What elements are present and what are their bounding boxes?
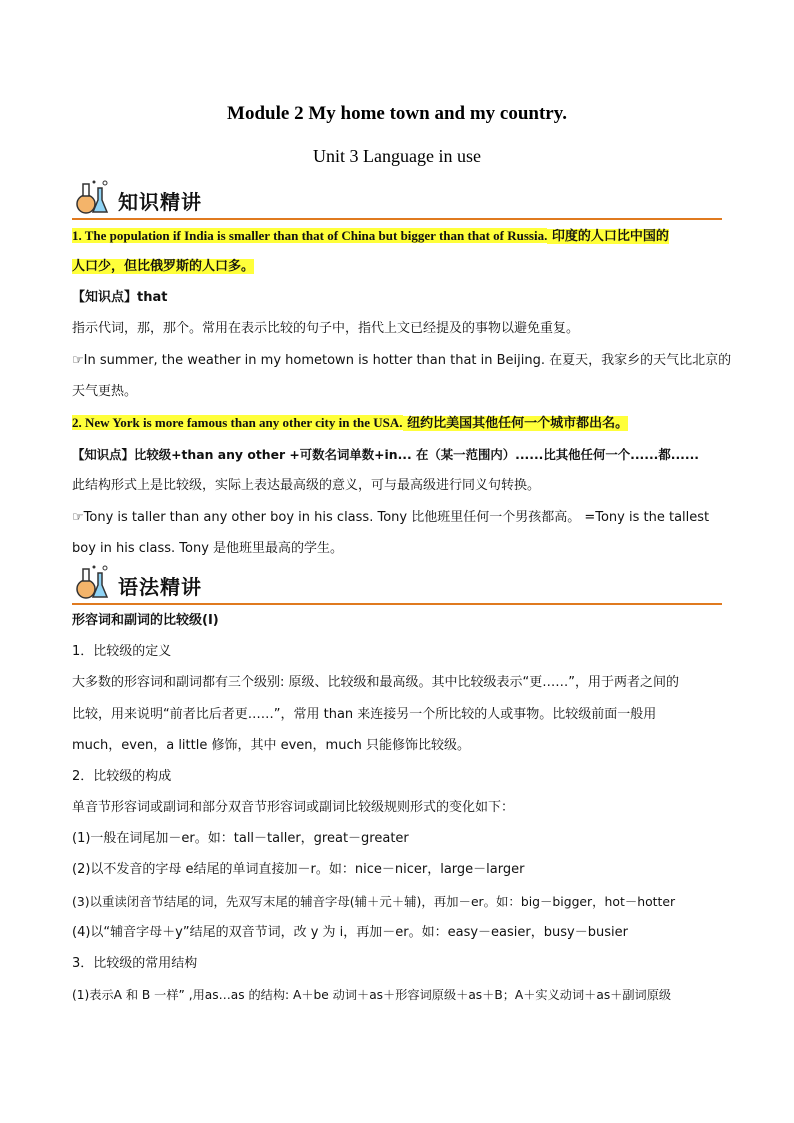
page-title: Module 2 My home town and my country. xyxy=(227,103,567,124)
item-1-english: 1. The population if India is smaller than that of China but bigger than that of Russia. xyxy=(72,228,548,243)
knowledge-point-2: 【知识点】比较级+than any other +可数名词单数+in... 在（某一范围内）......比其他任何一个......都...... xyxy=(72,447,699,462)
item-2-chinese: 纽约比美国其他任何一个城市都出名。 xyxy=(407,416,629,431)
grammar-s1-p3: much，even，a little 修饰，其中 even，much 只能修饰比较级。 xyxy=(72,738,470,753)
lab-flask-icon xyxy=(72,178,112,216)
example-2: ☞Tony is taller than any other boy in his class. Tony 比他班里任何一个男孩都高。 =Tony is the tallest xyxy=(72,510,710,525)
section-label: 知识精讲 xyxy=(118,190,202,214)
grammar-s1-title: 1．比较级的定义 xyxy=(72,644,172,659)
knowledge-point-2-desc: 此结构形式上是比较级，实际上表达最高级的意义，可与最高级进行同义句转换。 xyxy=(72,478,541,493)
grammar-s3-title: 3．比较级的常用结构 xyxy=(72,956,198,971)
grammar-s2-intro: 单音节形容词或副词和部分双音节形容词或副词比较级规则形式的变化如下： xyxy=(72,800,515,815)
page-subtitle: Unit 3 Language in use xyxy=(313,146,481,166)
example-2-cont: boy in his class. Tony 是他班里最高的学生。 xyxy=(72,541,344,556)
grammar-s1-p1: 大多数的形容词和副词都有三个级别: 原级、比较级和最高级。其中比较级表示“更……”，用于两者之间的 xyxy=(72,675,679,690)
grammar-s2-rule-1: (1)一般在词尾加－er。如：tall－taller，great－greater xyxy=(72,831,409,846)
grammar-s2-rule-3: (3)以重读闭音节结尾的词，先双写末尾的辅音字母(辅＋元＋辅)，再加－er。如：big－bigger，hot－hotter xyxy=(72,894,676,909)
knowledge-point-1-desc: 指示代词，那，那个。常用在表示比较的句子中，指代上文已经提及的事物以避免重复。 xyxy=(72,321,580,336)
lab-flask-icon xyxy=(72,563,112,601)
item-1-chinese: 印度的人口比中国的 xyxy=(551,229,669,244)
grammar-s2-rule-4: (4)以“辅音字母＋y”结尾的双音节词，改 y 为 i，再加－er。如：easy－easier，busy－busier xyxy=(72,925,628,940)
grammar-s3-rule-1: (1)表示A 和 B 一样” ,用as…as 的结构: A＋be 动词＋as＋形容词原级＋as＋B；A＋实义动词＋as＋副词原级 xyxy=(72,988,672,1002)
knowledge-item-2 xyxy=(72,414,722,433)
example-1: ☞In summer, the weather in my hometown is hotter than that in Beijing. 在夏天，我家乡的天气比北京的 xyxy=(72,353,732,368)
grammar-s2-title: 2．比较级的构成 xyxy=(72,769,172,784)
section-header-grammar xyxy=(72,563,722,605)
knowledge-item-1 xyxy=(72,227,722,246)
grammar-heading: 形容词和副词的比较级(Ⅰ) xyxy=(72,613,219,628)
section-label: 语法精讲 xyxy=(118,575,202,599)
item-1-chinese-cont: 人口少，但比俄罗斯的人口多。 xyxy=(72,259,255,274)
knowledge-item-1-cont xyxy=(72,258,722,276)
grammar-s2-rule-2: (2)以不发音的字母 e结尾的单词直接加－r。如：nice－nicer，large－larger xyxy=(72,862,525,877)
grammar-s1-p2: 比较，用来说明“前者比后者更……”，常用 than 来连接另一个所比较的人或事物。比较级前面一般用 xyxy=(72,707,657,722)
knowledge-point-1: 【知识点】that xyxy=(72,290,168,305)
item-2-english: 2. New York is more famous than any other city in the USA. xyxy=(72,415,403,430)
example-1-cont: 天气更热。 xyxy=(72,384,138,399)
section-header-knowledge xyxy=(72,178,722,220)
